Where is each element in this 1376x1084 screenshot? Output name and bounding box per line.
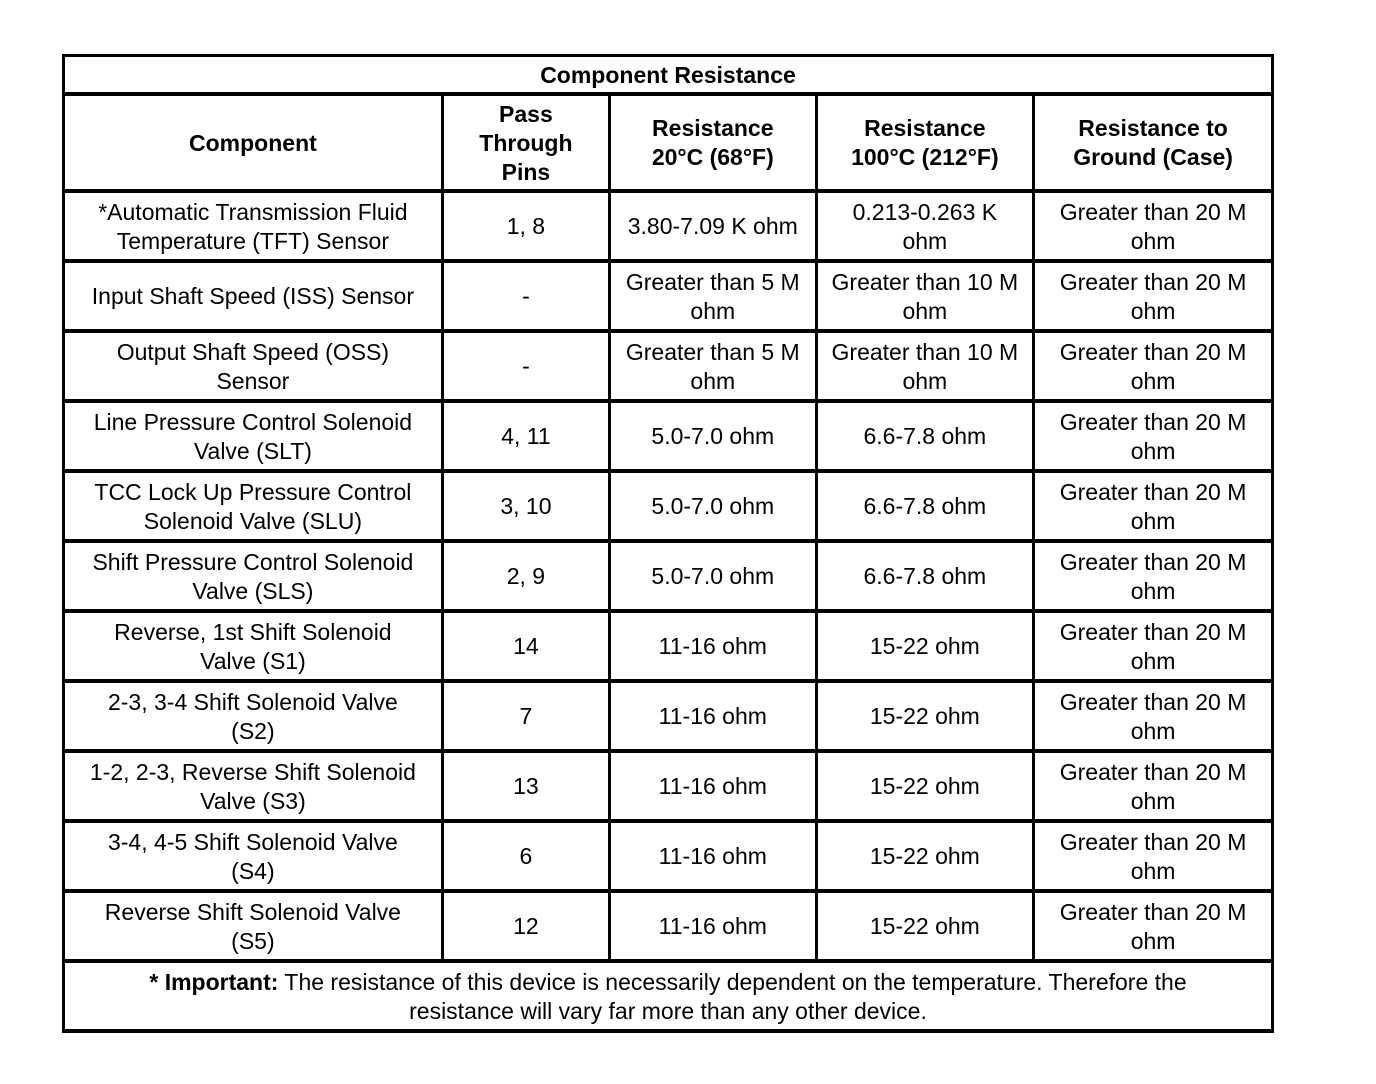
table-body (65, 193, 1274, 963)
resistance-ground-cell-line: Greater than 20 M (1059, 338, 1247, 365)
table-header-row (65, 96, 1274, 193)
resistance-20c-cell-line: 5.0-7.0 ohm (651, 563, 775, 589)
resistance-20c-cell-line: Greater than 5 M (625, 268, 800, 295)
resistance-100c-cell-line: 15-22 ohm (869, 913, 980, 939)
table-row (65, 543, 1274, 613)
pins-cell (444, 753, 611, 823)
resistance-100c-cell-line: Greater than 10 M (831, 338, 1019, 365)
pins-cell (444, 333, 611, 403)
pins-cell-value: - (522, 283, 530, 309)
component-cell (65, 403, 444, 473)
resistance-ground-cell (1035, 403, 1274, 473)
table-row (65, 893, 1274, 963)
component-cell (65, 193, 444, 263)
component-cell-line: Temperature (TFT) Sensor (116, 227, 390, 254)
resistance-ground-cell-line: ohm (1130, 227, 1176, 254)
component-cell (65, 893, 444, 963)
resistance-ground-cell-line: ohm (1130, 367, 1176, 394)
resistance-20c-cell (611, 403, 818, 473)
resistance-100c-cell (818, 893, 1036, 963)
pins-cell-value: 13 (513, 773, 539, 799)
resistance-ground-cell-line: ohm (1130, 647, 1176, 674)
resistance-ground-cell-line: ohm (1130, 787, 1176, 814)
resistance-ground-cell (1035, 753, 1274, 823)
table-row (65, 193, 1274, 263)
pins-cell (444, 613, 611, 683)
component-cell-line: Line Pressure Control Solenoid (93, 408, 413, 435)
resistance-100c-cell-line: 6.6-7.8 ohm (863, 423, 987, 449)
component-cell (65, 263, 444, 333)
resistance-ground-cell-line: ohm (1130, 577, 1176, 604)
table-row (65, 823, 1274, 893)
resistance-100c-cell-line: 15-22 ohm (869, 703, 980, 729)
component-cell-line: 2-3, 3-4 Shift Solenoid Valve (107, 688, 398, 715)
table-title: Component Resistance (65, 57, 1274, 96)
resistance-100c-cell (818, 403, 1036, 473)
resistance-ground-cell (1035, 683, 1274, 753)
resistance-ground-cell (1035, 473, 1274, 543)
resistance-20c-cell (611, 683, 818, 753)
header-component (65, 96, 444, 193)
table-row (65, 613, 1274, 683)
table-title-row (65, 57, 1274, 96)
note-line-2: resistance will vary far more than any other device. (409, 997, 927, 1024)
pins-cell-value: 14 (513, 633, 539, 659)
component-cell (65, 473, 444, 543)
resistance-100c-cell (818, 823, 1036, 893)
resistance-ground-cell-line: Greater than 20 M (1059, 688, 1247, 715)
component-cell-line: Solenoid Valve (SLU) (143, 507, 362, 534)
component-cell-line: *Automatic Transmission Fluid (98, 198, 408, 225)
component-cell-line: (S5) (231, 927, 275, 954)
resistance-ground-cell (1035, 193, 1274, 263)
resistance-ground-cell-line: Greater than 20 M (1059, 898, 1247, 925)
resistance-100c-cell (818, 683, 1036, 753)
pins-cell (444, 193, 611, 263)
resistance-ground-cell-line: Greater than 20 M (1059, 548, 1247, 575)
table-row (65, 753, 1274, 823)
pins-cell-value: 4, 11 (501, 423, 551, 449)
pins-cell-value: 12 (513, 913, 539, 939)
resistance-100c-cell-line: 15-22 ohm (869, 843, 980, 869)
resistance-ground-cell (1035, 613, 1274, 683)
pins-cell (444, 263, 611, 333)
component-cell-line: Valve (S1) (200, 647, 306, 674)
resistance-ground-cell (1035, 893, 1274, 963)
resistance-20c-cell-line: 11-16 ohm (658, 703, 767, 729)
resistance-ground-cell-line: ohm (1130, 507, 1176, 534)
component-cell-line: Reverse, 1st Shift Solenoid (114, 618, 392, 645)
resistance-100c-cell (818, 193, 1036, 263)
resistance-20c-cell (611, 823, 818, 893)
component-resistance-table (62, 54, 1274, 1033)
component-cell-line: Reverse Shift Solenoid Valve (104, 898, 401, 925)
header-resistance-ground (1035, 96, 1274, 193)
resistance-100c-cell (818, 263, 1036, 333)
table-row (65, 333, 1274, 403)
resistance-ground-cell-line: ohm (1130, 297, 1176, 324)
table-row (65, 683, 1274, 753)
component-cell-line: Sensor (216, 367, 290, 394)
pins-cell-value: 7 (519, 703, 533, 729)
resistance-20c-cell (611, 543, 818, 613)
resistance-ground-cell (1035, 823, 1274, 893)
component-cell (65, 613, 444, 683)
resistance-20c-cell-line: 5.0-7.0 ohm (651, 423, 775, 449)
resistance-100c-cell-line: ohm (902, 297, 948, 324)
resistance-20c-cell (611, 893, 818, 963)
header-pins (444, 96, 611, 193)
component-cell (65, 823, 444, 893)
component-cell-line: Valve (SLT) (193, 437, 312, 464)
resistance-ground-cell (1035, 333, 1274, 403)
resistance-ground-cell-line: Greater than 20 M (1059, 478, 1247, 505)
resistance-ground-cell-line: ohm (1130, 437, 1176, 464)
resistance-ground-cell-line: Greater than 20 M (1059, 408, 1247, 435)
pins-cell-value: - (522, 353, 530, 379)
resistance-20c-cell (611, 193, 818, 263)
pins-cell-value: 1, 8 (506, 213, 546, 239)
pins-cell (444, 683, 611, 753)
resistance-20c-cell-line: 11-16 ohm (658, 913, 767, 939)
important-note (65, 963, 1274, 1033)
resistance-20c-cell-line: ohm (690, 297, 736, 324)
component-cell (65, 333, 444, 403)
resistance-100c-cell (818, 543, 1036, 613)
component-cell-line: 3-4, 4-5 Shift Solenoid Valve (107, 828, 398, 855)
component-cell-line: TCC Lock Up Pressure Control (94, 478, 412, 505)
component-cell-line: Input Shaft Speed (ISS) Sensor (91, 283, 414, 309)
resistance-ground-cell (1035, 263, 1274, 333)
resistance-100c-cell-line: Greater than 10 M (831, 268, 1019, 295)
resistance-20c-cell (611, 473, 818, 543)
pins-cell (444, 403, 611, 473)
resistance-ground-cell-line: ohm (1130, 857, 1176, 884)
resistance-ground-cell-line: Greater than 20 M (1059, 198, 1247, 225)
component-cell-line: Output Shaft Speed (OSS) (116, 338, 390, 365)
header-r20-line: 20°C (68°F) (651, 144, 774, 170)
resistance-100c-cell (818, 473, 1036, 543)
note-text-1: The resistance of this device is necessarily dependent on the temperature. Therefore the (278, 968, 1187, 995)
component-cell (65, 543, 444, 613)
resistance-20c-cell (611, 753, 818, 823)
resistance-100c-cell-line: ohm (902, 367, 948, 394)
pins-cell (444, 473, 611, 543)
resistance-ground-cell-line: Greater than 20 M (1059, 828, 1247, 855)
resistance-ground-cell (1035, 543, 1274, 613)
header-r100-line: Resistance (864, 115, 986, 141)
component-cell-line: Valve (SLS) (192, 577, 314, 604)
resistance-100c-cell-line: 15-22 ohm (869, 773, 980, 799)
header-pins-line: Through (479, 129, 573, 156)
resistance-100c-cell-line: ohm (902, 227, 948, 254)
note-line-1 (69, 968, 1267, 997)
resistance-20c-cell (611, 263, 818, 333)
component-cell (65, 683, 444, 753)
resistance-20c-cell-line: 11-16 ohm (658, 633, 767, 659)
component-cell-line: 1-2, 2-3, Reverse Shift Solenoid (89, 758, 416, 785)
resistance-100c-cell-line: 6.6-7.8 ohm (863, 563, 987, 589)
pins-cell-value: 6 (519, 843, 533, 869)
component-cell (65, 753, 444, 823)
resistance-ground-cell-line: ohm (1130, 927, 1176, 954)
header-r100-line: 100°C (212°F) (851, 144, 999, 170)
resistance-ground-cell-line: ohm (1130, 717, 1176, 744)
pins-cell (444, 893, 611, 963)
pins-cell-value: 2, 9 (506, 563, 546, 589)
table-row (65, 263, 1274, 333)
header-resistance-20c (611, 96, 818, 193)
note-label: * Important: (149, 968, 279, 995)
pins-cell-value: 3, 10 (500, 493, 552, 519)
resistance-100c-cell (818, 613, 1036, 683)
pins-cell (444, 543, 611, 613)
component-cell-line: Valve (S3) (200, 787, 306, 814)
resistance-20c-cell-line: 5.0-7.0 ohm (651, 493, 775, 519)
resistance-ground-cell-line: Greater than 20 M (1059, 268, 1247, 295)
header-ground-line: Ground (Case) (1073, 144, 1233, 170)
resistance-100c-cell (818, 333, 1036, 403)
resistance-100c-cell (818, 753, 1036, 823)
header-r20-line: Resistance (652, 115, 774, 141)
header-component-label: Component (189, 129, 317, 156)
resistance-100c-cell-line: 15-22 ohm (869, 633, 980, 659)
resistance-100c-cell-line: 6.6-7.8 ohm (863, 493, 987, 519)
resistance-100c-cell-line: 0.213-0.263 K (852, 198, 998, 225)
table-row (65, 403, 1274, 473)
resistance-20c-cell-line: ohm (690, 367, 736, 394)
resistance-20c-cell (611, 333, 818, 403)
resistance-20c-cell-line: 11-16 ohm (658, 843, 767, 869)
table-row (65, 473, 1274, 543)
resistance-ground-cell-line: Greater than 20 M (1059, 618, 1247, 645)
resistance-20c-cell (611, 613, 818, 683)
pins-cell (444, 823, 611, 893)
component-cell-line: (S2) (231, 717, 275, 744)
component-cell-line: (S4) (231, 857, 275, 884)
resistance-20c-cell-line: 11-16 ohm (658, 773, 767, 799)
header-ground-line: Resistance to (1078, 115, 1228, 141)
note-row (65, 963, 1274, 1033)
header-pins-line: Pass (499, 100, 553, 127)
resistance-20c-cell-line: Greater than 5 M (625, 338, 800, 365)
component-cell-line: Shift Pressure Control Solenoid (92, 548, 414, 575)
header-resistance-100c (818, 96, 1036, 193)
resistance-ground-cell-line: Greater than 20 M (1059, 758, 1247, 785)
header-pins-line: Pins (501, 158, 551, 185)
resistance-20c-cell-line: 3.80-7.09 K ohm (627, 213, 798, 239)
